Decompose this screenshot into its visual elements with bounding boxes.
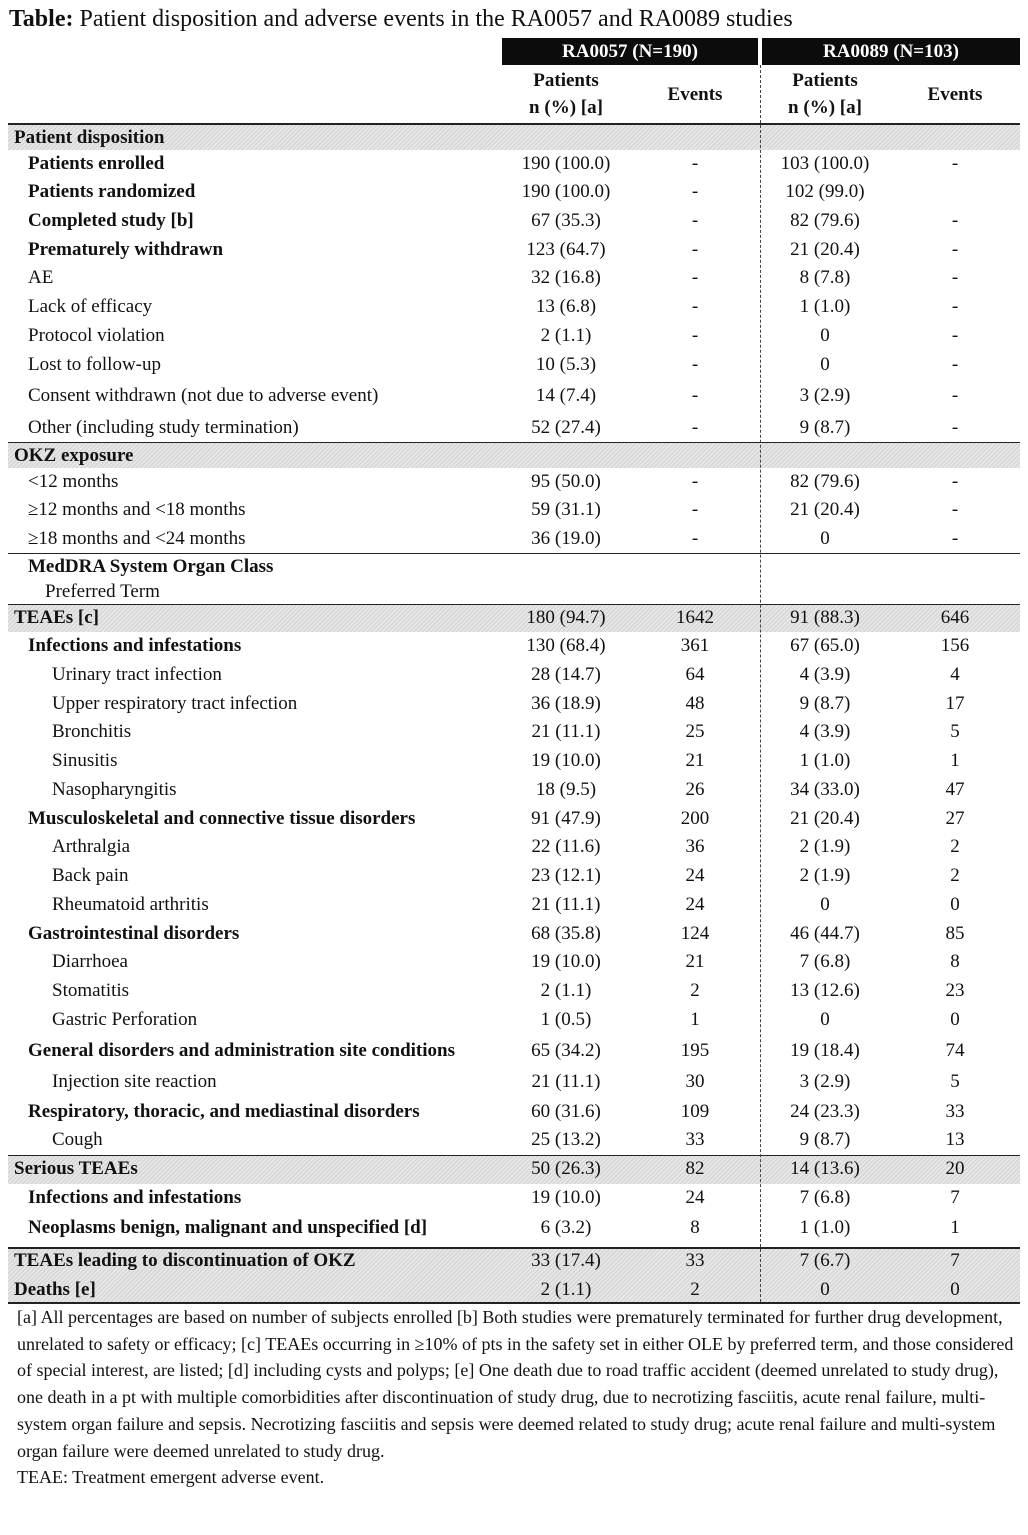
cell-ra0089-patients: 67 (65.0) [790,635,860,656]
cell-ra0089-events: - [951,325,959,346]
row-label: ≥18 months and <24 months [28,528,246,549]
table-row [8,1184,1020,1212]
cell-ra0089-events: 13 [945,1129,965,1150]
row-label: Serious TEAEs [14,1158,138,1179]
row-label: <12 months [28,471,119,492]
row-label: Musculoskeletal and connective tissue disorders [28,808,416,829]
cell-ra0089-events: 0 [950,894,960,915]
cell-ra0089-patients: 8 (7.8) [799,267,851,288]
row-label: Rheumatoid arthritis [52,894,209,915]
row-label: Cough [52,1129,103,1150]
cell-ra0057-patients: 91 (47.9) [531,808,601,829]
table-row [8,805,1020,833]
cell-ra0089-events: 8 [950,951,960,972]
cell-ra0089-events: 0 [950,1009,960,1030]
cell-ra0089-patients: 91 (88.3) [790,607,860,628]
cell-ra0057-events: 195 [680,1040,710,1061]
row-label: Upper respiratory tract infection [52,693,298,714]
cell-ra0057-events: - [691,528,699,549]
row-label: Lack of efficacy [28,296,153,317]
cell-ra0089-patients: 7 (6.8) [799,1187,851,1208]
row-label: Gastrointestinal disorders [28,923,240,944]
cell-ra0057-events: - [691,354,699,375]
cell-ra0089-patients: 13 (12.6) [790,980,860,1001]
study-header-ra0089: RA0089 (N=103) [762,38,1020,65]
cell-ra0057-events: - [691,210,699,231]
row-label: Respiratory, thoracic, and mediastinal disorders [28,1101,420,1122]
table-row [8,862,1020,890]
table-row [8,293,1020,321]
cell-ra0089-patients: 7 (6.8) [799,951,851,972]
cell-ra0089-events: 85 [945,923,965,944]
cell-ra0057-patients: 68 (35.8) [531,923,601,944]
cell-ra0057-events: - [691,181,699,202]
cell-ra0057-patients: 1 (0.5) [540,1009,592,1030]
cell-ra0057-events: 48 [685,693,705,714]
table-row [8,833,1020,861]
table-row [8,661,1020,689]
cell-ra0057-patients: 19 (10.0) [531,951,601,972]
cell-ra0089-events: 4 [950,664,960,685]
cell-ra0089-patients: 19 (18.4) [790,1040,860,1061]
row-label: Back pain [52,865,129,886]
cell-ra0089-events: 7 [950,1250,960,1271]
cell-ra0089-events: - [951,239,959,260]
row-label: Nasopharyngitis [52,779,177,800]
cell-ra0057-patients: 19 (10.0) [531,1187,601,1208]
cell-ra0057-events: 24 [685,894,705,915]
cell-ra0089-patients: 14 (13.6) [790,1158,860,1179]
cell-ra0057-events: 82 [685,1158,705,1179]
cell-ra0089-patients: 46 (44.7) [790,923,860,944]
cell-ra0057-events: 2 [690,1279,700,1300]
cell-ra0089-events: - [951,296,959,317]
row-label: TEAEs leading to discontinuation of OKZ [14,1250,356,1271]
cell-ra0057-events: 21 [685,750,705,771]
cell-ra0089-patients: 1 (1.0) [799,750,851,771]
cell-ra0057-events: 30 [685,1071,705,1092]
row-label: MedDRA System Organ Class [28,556,274,577]
cell-ra0089-patients: 1 (1.0) [799,296,851,317]
cell-ra0057-events: 109 [680,1101,710,1122]
table-row [8,207,1020,235]
table-row [8,351,1020,379]
cell-ra0057-patients: 13 (6.8) [535,296,597,317]
cell-ra0089-patients: 1 (1.0) [799,1217,851,1238]
table-row [8,553,1020,581]
footnote-abbrev: TEAE: Treatment emergent adverse event. [17,1467,325,1488]
cell-ra0089-patients: 0 [820,325,830,346]
cell-ra0089-patients: 0 [820,894,830,915]
table-row [8,776,1020,804]
cell-ra0057-events: 1 [690,1009,700,1030]
cell-ra0089-patients: 3 (2.9) [799,1071,851,1092]
section-row [8,1155,1020,1183]
cell-ra0089-patients: 0 [820,528,830,549]
study-header-ra0057: RA0057 (N=190) [502,38,758,65]
cell-ra0057-patients: 33 (17.4) [531,1250,601,1271]
cell-ra0089-patients: 82 (79.6) [790,210,860,231]
cell-ra0057-events: - [691,239,699,260]
cell-ra0089-patients: 9 (8.7) [799,693,851,714]
cell-ra0089-events: 156 [940,635,970,656]
cell-ra0057-patients: 22 (11.6) [531,836,601,857]
cell-ra0057-events: 361 [680,635,710,656]
table-row [8,1126,1020,1154]
cell-ra0057-patients: 2 (1.1) [540,1279,592,1300]
cell-ra0089-events: 5 [950,721,960,742]
cell-ra0057-events: - [691,499,699,520]
cell-ra0089-patients: 2 (1.9) [799,836,851,857]
col-header-patients-2: Patients n (%) [a] [788,70,862,118]
cell-ra0089-events: 1 [950,1217,960,1238]
row-label: Other (including study termination) [28,417,299,438]
cell-ra0057-patients: 67 (35.3) [531,210,601,231]
row-label: Protocol violation [28,325,165,346]
row-label: TEAEs [c] [14,607,99,628]
cell-ra0089-events: 33 [945,1101,965,1122]
section-row [8,1247,1020,1275]
section-row [8,1276,1020,1304]
cell-ra0089-patients: 4 (3.9) [799,664,851,685]
row-label: Sinusitis [52,750,118,771]
cell-ra0089-events: 7 [950,1187,960,1208]
row-label: Patients enrolled [28,153,165,174]
row-label: Patients randomized [28,181,196,202]
cell-ra0089-events: 2 [950,836,960,857]
row-label: AE [28,267,54,288]
table-row [8,690,1020,718]
cell-ra0089-events: - [951,267,959,288]
cell-ra0089-events: - [951,354,959,375]
cell-ra0057-events: - [691,153,699,174]
cell-ra0057-events: - [691,385,699,406]
table-row [8,414,1020,442]
cell-ra0089-patients: 34 (33.0) [790,779,860,800]
cell-ra0089-events: 5 [950,1071,960,1092]
table-row [8,1068,1020,1096]
table-row [8,977,1020,1005]
row-label: Preferred Term [45,581,160,602]
row-label: Prematurely withdrawn [28,239,224,260]
cell-ra0057-patients: 6 (3.2) [540,1217,592,1238]
row-label: General disorders and administration site conditions [28,1040,455,1061]
cell-ra0057-events: 24 [685,865,705,886]
section-row [8,604,1020,632]
cell-ra0057-events: 124 [680,923,710,944]
cell-ra0089-events: - [951,417,959,438]
cell-ra0089-events: 646 [940,607,970,628]
cell-ra0057-patients: 10 (5.3) [535,354,597,375]
row-label: Arthralgia [52,836,131,857]
cell-ra0089-events: 2 [950,865,960,886]
cell-ra0057-patients: 2 (1.1) [540,980,592,1001]
cell-ra0057-patients: 36 (18.9) [531,693,601,714]
table-row [8,525,1020,553]
table-row [8,1098,1020,1126]
table-row [8,632,1020,660]
row-label: Injection site reaction [52,1071,217,1092]
cell-ra0057-patients: 50 (26.3) [531,1158,601,1179]
cell-ra0089-patients: 24 (23.3) [790,1101,860,1122]
cell-ra0057-patients: 14 (7.4) [535,385,597,406]
cell-ra0057-events: - [691,325,699,346]
cell-ra0057-patients: 190 (100.0) [521,153,611,174]
cell-ra0089-patients: 0 [820,1279,830,1300]
table-row [8,150,1020,178]
section-row [8,442,1020,470]
cell-ra0089-patients: 21 (20.4) [790,239,860,260]
cell-ra0057-events: 2 [690,980,700,1001]
section-row [8,124,1020,152]
row-label: ≥12 months and <18 months [28,499,246,520]
horizontal-rule [8,1155,1020,1156]
row-label: Lost to follow-up [28,354,161,375]
cell-ra0089-events: - [951,210,959,231]
cell-ra0057-patients: 18 (9.5) [535,779,597,800]
cell-ra0057-events: 25 [685,721,705,742]
cell-ra0089-events: - [951,471,959,492]
cell-ra0057-events: 64 [685,664,705,685]
table-title [9,6,793,33]
cell-ra0057-events: - [691,417,699,438]
cell-ra0089-events: 0 [950,1279,960,1300]
cell-ra0057-events: 8 [690,1217,700,1238]
cell-ra0089-patients: 9 (8.7) [799,1129,851,1150]
table-row [8,382,1020,410]
table-title-text: Patient disposition and adverse events in the RA0057 and RA0089 studies [73,6,793,32]
cell-ra0057-patients: 130 (68.4) [526,635,606,656]
cell-ra0089-events: 74 [945,1040,965,1061]
cell-ra0057-patients: 180 (94.7) [526,607,606,628]
cell-ra0057-patients: 65 (34.2) [531,1040,601,1061]
cell-ra0057-events: 24 [685,1187,705,1208]
table-row [8,578,1020,606]
table-row [8,718,1020,746]
cell-ra0057-events: 1642 [676,607,714,628]
table-title-prefix: Table: [9,6,74,32]
row-label: Deaths [e] [14,1279,96,1300]
table-row [8,496,1020,524]
row-label: Neoplasms benign, malignant and unspecified [d] [28,1217,428,1238]
cell-ra0089-events: - [951,528,959,549]
horizontal-rule [8,1247,1020,1249]
footnote [17,1304,1021,1491]
cell-ra0057-patients: 28 (14.7) [531,664,601,685]
cell-ra0057-events: 36 [685,836,705,857]
cell-ra0057-patients: 23 (12.1) [531,865,601,886]
cell-ra0057-events: 26 [685,779,705,800]
cell-ra0057-events: - [691,267,699,288]
cell-ra0057-patients: 123 (64.7) [526,239,606,260]
cell-ra0057-patients: 52 (27.4) [531,417,601,438]
cell-ra0089-patients: 4 (3.9) [799,721,851,742]
col-header-patients-1: Patients n (%) [a] [529,70,603,118]
table-row [8,322,1020,350]
cell-ra0057-patients: 190 (100.0) [521,181,611,202]
cell-ra0057-patients: 21 (11.1) [531,721,601,742]
cell-ra0057-events: 33 [685,1129,705,1150]
row-label: Bronchitis [52,721,132,742]
table-row [8,1006,1020,1034]
row-label: Diarrhoea [52,951,128,972]
cell-ra0057-events: 200 [680,808,710,829]
table-row [8,178,1020,206]
horizontal-rule [8,123,1020,125]
table-row [8,747,1020,775]
cell-ra0089-patients: 102 (99.0) [785,181,865,202]
cell-ra0089-events: - [951,499,959,520]
footnote-text: [a] All percentages are based on number of subjects enrolled [b] Both studies were prematurely terminated for further drug development, unrelated to safety or efficacy; [c] TEAEs occurring in ≥10% of pts in the safety set in either OLE by preferred term, and those considered of special interest, are listed; [d] including cysts and polyps; [e] One death due to road traffic accident (deemed unrelated to study drug), one death in a pt with multiple comorbidities after discontinuation of study drug, due to necrotizing fasciitis, acute renal failure, multi-system organ failure and sepsis. Necrotizing fasciitis and sepsis were deemed related to study drug; acute renal failure and multi-system organ failure were deemed unrelated to study drug. [17,1307,1014,1461]
cell-ra0089-patients: 103 (100.0) [780,153,870,174]
cell-ra0089-events: - [951,153,959,174]
cell-ra0057-patients: 36 (19.0) [531,528,601,549]
cell-ra0089-patients: 21 (20.4) [790,808,860,829]
row-label: Completed study [b] [28,210,194,231]
row-label: Gastric Perforation [52,1009,198,1030]
cell-ra0089-events: 47 [945,779,965,800]
col-header-events-1: Events [667,84,723,105]
cell-ra0057-patients: 21 (11.1) [531,894,601,915]
table-row [8,264,1020,292]
row-label: Infections and infestations [28,1187,242,1208]
cell-ra0057-patients: 95 (50.0) [531,471,601,492]
cell-ra0089-events: 17 [945,693,965,714]
cell-ra0089-patients: 7 (6.7) [799,1250,851,1271]
horizontal-rule [8,604,1020,605]
table-row [8,468,1020,496]
row-label: Consent withdrawn (not due to adverse event) [28,385,379,406]
horizontal-rule [8,442,1020,443]
cell-ra0057-events: - [691,296,699,317]
row-label: OKZ exposure [14,445,134,466]
cell-ra0089-events: 27 [945,808,965,829]
table-row [8,236,1020,264]
cell-ra0089-patients: 0 [820,1009,830,1030]
row-label: Infections and infestations [28,635,242,656]
cell-ra0057-patients: 19 (10.0) [531,750,601,771]
table-row [8,920,1020,948]
cell-ra0089-patients: 2 (1.9) [799,865,851,886]
cell-ra0057-patients: 21 (11.1) [531,1071,601,1092]
column-divider [760,65,761,1302]
cell-ra0057-patients: 2 (1.1) [540,325,592,346]
cell-ra0057-patients: 60 (31.6) [531,1101,601,1122]
cell-ra0057-events: 21 [685,951,705,972]
cell-ra0089-events: 23 [945,980,965,1001]
row-label: Patient disposition [14,127,165,148]
cell-ra0057-patients: 25 (13.2) [531,1129,601,1150]
cell-ra0089-events: 1 [950,750,960,771]
table-row [8,948,1020,976]
cell-ra0089-patients: 3 (2.9) [799,385,851,406]
col-header-events-2: Events [927,84,983,105]
cell-ra0057-patients: 32 (16.8) [531,267,601,288]
cell-ra0089-patients: 21 (20.4) [790,499,860,520]
cell-ra0089-patients: 82 (79.6) [790,471,860,492]
row-label: Stomatitis [52,980,130,1001]
cell-ra0089-events: - [951,385,959,406]
table-row [8,891,1020,919]
cell-ra0089-patients: 0 [820,354,830,375]
cell-ra0057-events: 33 [685,1250,705,1271]
row-label: Urinary tract infection [52,664,222,685]
cell-ra0089-patients: 9 (8.7) [799,417,851,438]
cell-ra0057-patients: 59 (31.1) [531,499,601,520]
table-row [8,1214,1020,1242]
cell-ra0057-events: - [691,471,699,492]
horizontal-rule [8,553,1020,554]
cell-ra0089-events: 20 [945,1158,965,1179]
table-row [8,1037,1020,1065]
